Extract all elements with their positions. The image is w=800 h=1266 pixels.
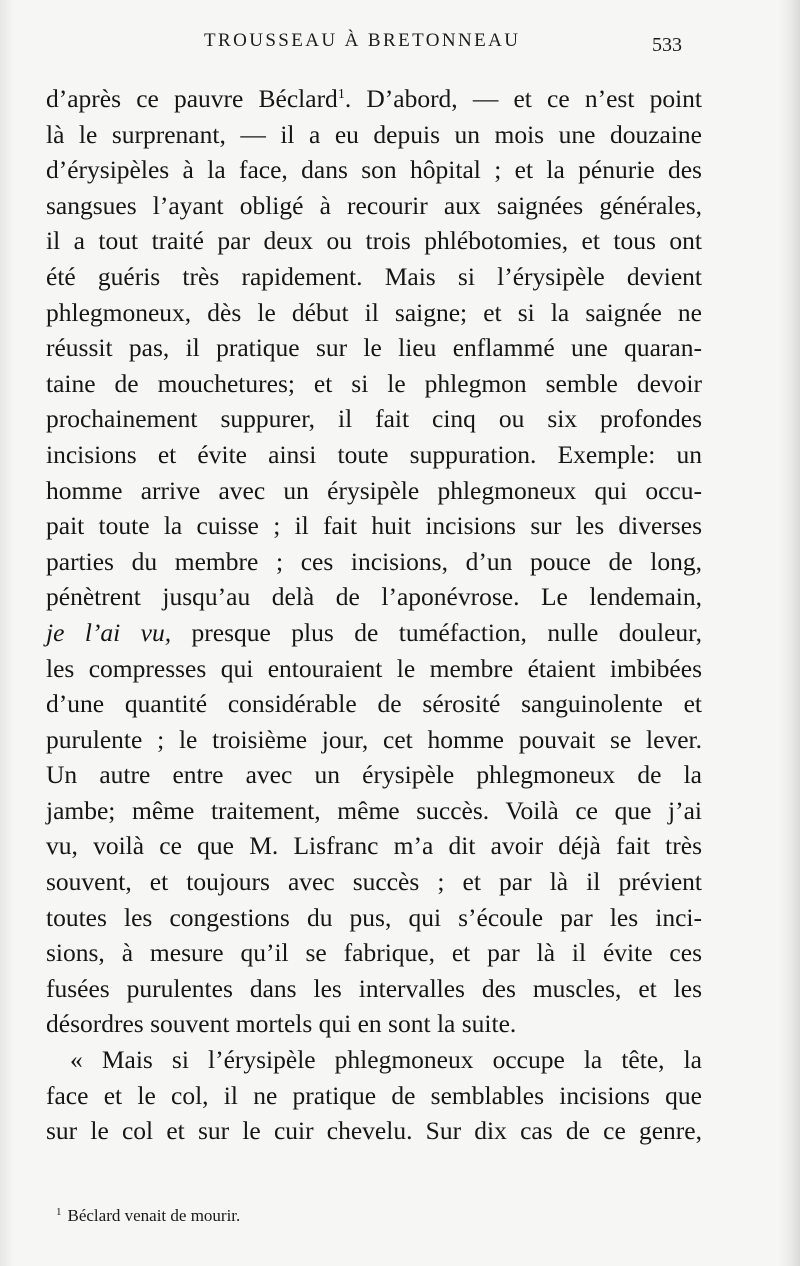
- text-line-14: parties du membre ; ces incisions, d’un pouce de long,: [46, 546, 702, 576]
- page-gutter-shadow: [0, 0, 14, 1266]
- page-edge-shadow: [778, 0, 800, 1266]
- text-line-8: réussit pas, il pratique sur le lieu enflammé une quaran-: [46, 333, 702, 363]
- text-line-21: jambe; même traitement, même succès. Voilà ce que j’ai: [46, 795, 702, 825]
- text-line-13: pait toute la cuisse ; il fait huit incisions sur les diverses: [46, 511, 702, 541]
- running-title: TROUSSEAU À BRETONNEAU: [204, 30, 521, 51]
- text-line-2: là le surprenant, — il a eu depuis un mois une douzaine: [46, 119, 702, 149]
- text-line-10: prochainement suppurer, il fait cinq ou six profondes: [46, 404, 702, 434]
- text-line-26: fusées purulentes dans les intervalles des muscles, et les: [46, 973, 702, 1003]
- footnote: [56, 1206, 696, 1226]
- text-line-5: il a tout traité par deux ou trois phlébotomies, et tous ont: [46, 226, 702, 256]
- text-segment: . D’abord, — et ce n’est point: [344, 84, 702, 113]
- text-line-30: sur le col et sur le cuir chevelu. Sur dix cas de ce genre,: [46, 1116, 702, 1146]
- text-line-17: les compresses qui entouraient le membre étaient imbibées: [46, 653, 702, 683]
- page-number: 533: [652, 34, 682, 56]
- text-line-22: vu, voilà ce que M. Lisfranc m’a dit avoir déjà fait très: [46, 831, 702, 861]
- italic-phrase: je l’ai vu,: [46, 617, 172, 647]
- text-line-9: taine de mouchetures; et si le phlegmon semble devoir: [46, 368, 702, 398]
- text-line-24: toutes les congestions du pus, qui s’écoule par les inci-: [46, 902, 702, 932]
- text-line-19: purulente ; le troisième jour, cet homme pouvait se lever.: [46, 724, 702, 754]
- text-line-15: pénètrent jusqu’au delà de l’aponévrose. Le lendemain,: [46, 582, 702, 612]
- footnote-marker: 1: [56, 1206, 62, 1218]
- text-line-4: sangsues l’ayant obligé à recourir aux saignées générales,: [46, 190, 702, 220]
- text-line-20: Un autre entre avec un érysipèle phlegmoneux de la: [46, 760, 702, 790]
- text-line-16: [46, 615, 702, 651]
- body-text: [46, 81, 702, 1149]
- running-header: [0, 30, 800, 60]
- text-line-18: d’une quantité considérable de sérosité sanguinolente et: [46, 689, 702, 719]
- text-line-6: été guéris très rapidement. Mais si l’érysipèle devient: [46, 261, 702, 291]
- text-line-1: [46, 81, 702, 117]
- footnote-text: Béclard venait de mourir.: [67, 1206, 241, 1225]
- text-line-3: d’érysipèles à la face, dans son hôpital ; et la pénurie des: [46, 155, 702, 185]
- text-line-25: sions, à mesure qu’il se fabrique, et par là il évite ces: [46, 938, 702, 968]
- text-line-7: phlegmoneux, dès le début il saigne; et si la saignée ne: [46, 297, 702, 327]
- text-line-23: souvent, et toujours avec succès ; et par là il prévient: [46, 867, 702, 897]
- text-line-29: face et le col, il ne pratique de semblables incisions que: [46, 1080, 702, 1110]
- text-line-27: désordres souvent mortels qui en sont la suite.: [46, 1009, 517, 1039]
- text-segment: presque plus de tuméfaction, nulle douleur,: [171, 617, 702, 647]
- text-segment: d’après ce pauvre Béclard: [46, 84, 338, 113]
- text-line-11: incisions et évite ainsi toute suppuration. Exemple: un: [46, 439, 702, 469]
- footnote-reference: 1: [337, 87, 345, 102]
- text-line-12: homme arrive avec un érysipèle phlegmoneux qui occu-: [46, 475, 702, 505]
- text-line-28: « Mais si l’érysipèle phlegmoneux occupe la tête, la: [70, 1045, 702, 1075]
